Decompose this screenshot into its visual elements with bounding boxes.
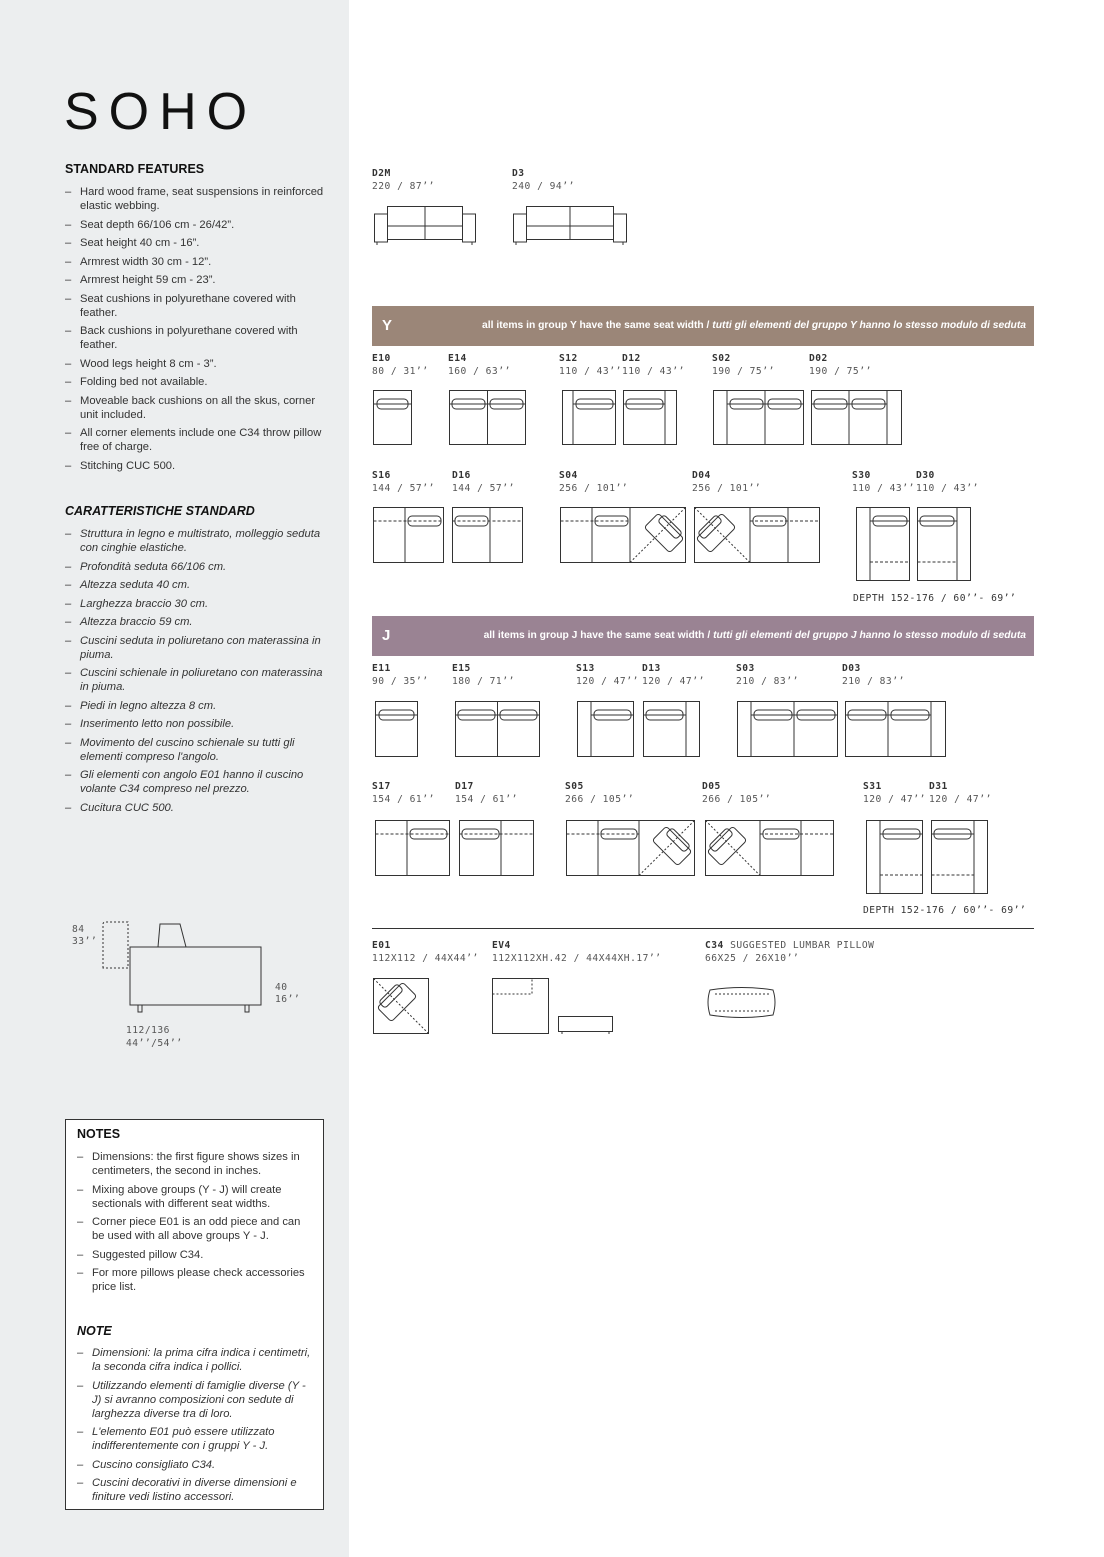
s02-dim: 190 / 75’’ [712, 366, 775, 377]
d12-drawing [623, 390, 679, 447]
d17-drawing [459, 820, 537, 878]
notes-box [65, 1119, 324, 1510]
s12-drawing [562, 390, 618, 447]
s30-drawing [856, 507, 912, 583]
d02-drawing [811, 390, 905, 447]
standard-feature-item: – Seat depth 66/106 cm - 26/42”. [65, 218, 330, 232]
s05-dim: 266 / 105’’ [565, 794, 635, 805]
note-item: – For more pillows please check accessories price list. [77, 1266, 313, 1294]
note-it-heading: NOTE [77, 1324, 112, 1338]
caratteristica-item: – Piedi in legno altezza 8 cm. [65, 699, 330, 713]
profile-height-cm: 84 [72, 924, 85, 935]
d13-dim: 120 / 47’’ [642, 676, 705, 687]
note-item: – Corner piece E01 is an odd piece and can be used with all above groups Y - J. [77, 1215, 313, 1243]
d2m-drawing [374, 206, 478, 246]
d02-code: D02 [809, 353, 828, 364]
profile-depth-cm: 112/136 [126, 1025, 170, 1036]
e15-code: E15 [452, 663, 471, 674]
d05-drawing [705, 820, 837, 878]
e10-dim: 80 / 31’’ [372, 366, 429, 377]
e11-dim: 90 / 35’’ [372, 676, 429, 687]
d13-code: D13 [642, 663, 661, 674]
d16-dim: 144 / 57’’ [452, 483, 515, 494]
s30-dim: 110 / 43’’ [852, 483, 915, 494]
s13-drawing [577, 701, 637, 759]
e01-code: E01 [372, 940, 391, 951]
s03-drawing [737, 701, 841, 759]
standard-feature-item: – Seat cushions in polyurethane covered with feather. [65, 292, 330, 320]
s03-dim: 210 / 83’’ [736, 676, 799, 687]
s31-dim: 120 / 47’’ [863, 794, 926, 805]
side-profile-drawing [100, 920, 270, 1020]
e14-dim: 160 / 63’’ [448, 366, 511, 377]
d30-drawing [917, 507, 973, 583]
s17-code: S17 [372, 781, 391, 792]
s16-drawing [373, 507, 447, 565]
caratteristica-item: – Larghezza braccio 30 cm. [65, 597, 330, 611]
group-y-depth: DEPTH 152-176 / 60’’- 69’’ [853, 593, 1017, 604]
d2m-dim: 220 / 87’’ [372, 181, 435, 192]
e15-dim: 180 / 71’’ [452, 676, 515, 687]
d30-code: D30 [916, 470, 935, 481]
e11-code: E11 [372, 663, 391, 674]
caratteristiche-heading: CARATTERISTICHE STANDARD [65, 504, 255, 518]
d31-code: D31 [929, 781, 948, 792]
standard-feature-item: – All corner elements include one C34 throw pillow free of charge. [65, 426, 330, 454]
s16-code: S16 [372, 470, 391, 481]
c34-drawing [707, 987, 779, 1021]
note-it-list [77, 1346, 313, 1509]
profile-seat-in: 16’’ [275, 994, 301, 1005]
d02-dim: 190 / 75’’ [809, 366, 872, 377]
d12-code: D12 [622, 353, 641, 364]
d04-code: D04 [692, 470, 711, 481]
standard-feature-item: – Folding bed not available. [65, 375, 330, 389]
d17-code: D17 [455, 781, 474, 792]
divider [372, 928, 1034, 929]
c34-dim: 66X25 / 26X10’’ [705, 953, 800, 964]
d3-dim: 240 / 94’’ [512, 181, 575, 192]
d31-dim: 120 / 47’’ [929, 794, 992, 805]
note-item: – Mixing above groups (Y - J) will create sectionals with different seat widths. [77, 1183, 313, 1211]
c34-code: C34 SUGGESTED LUMBAR PILLOW [705, 940, 875, 951]
s03-code: S03 [736, 663, 755, 674]
d2m-code: D2M [372, 168, 391, 179]
d03-dim: 210 / 83’’ [842, 676, 905, 687]
nota-item: – Cuscino consigliato C34. [77, 1458, 313, 1472]
e01-dim: 112X112 / 44X44’’ [372, 953, 479, 964]
s16-dim: 144 / 57’’ [372, 483, 435, 494]
standard-feature-item: – Back cushions in polyurethane covered with feather. [65, 324, 330, 352]
profile-depth-in: 44’’/54’’ [126, 1038, 183, 1049]
s05-drawing [566, 820, 698, 878]
s04-dim: 256 / 101’’ [559, 483, 629, 494]
s17-dim: 154 / 61’’ [372, 794, 435, 805]
s12-dim: 110 / 43’’ [559, 366, 622, 377]
standard-feature-item: – Hard wood frame, seat suspensions in reinforced elastic webbing. [65, 185, 330, 213]
nota-item: – L'elemento E01 può essere utilizzato indifferentemente con i gruppi Y - J. [77, 1425, 313, 1453]
group-y-text-it: tutti gli elementi del gruppo Y hanno lo stesso modulo di seduta [712, 320, 1026, 331]
d13-drawing [643, 701, 703, 759]
s31-drawing [866, 820, 926, 896]
note-item: – Suggested pillow C34. [77, 1248, 313, 1262]
d17-dim: 154 / 61’’ [455, 794, 518, 805]
standard-features-list [65, 185, 330, 477]
standard-features-heading: STANDARD FEATURES [65, 162, 205, 176]
caratteristica-item: – Altezza braccio 59 cm. [65, 615, 330, 629]
e11-drawing [375, 701, 421, 759]
s12-code: S12 [559, 353, 578, 364]
standard-feature-item: – Armrest width 30 cm - 12”. [65, 255, 330, 269]
d04-drawing [694, 507, 822, 565]
group-y-banner [372, 306, 1034, 346]
page-title: SOHO [64, 83, 258, 141]
group-j-depth: DEPTH 152-176 / 60’’- 69’’ [863, 905, 1027, 916]
d05-dim: 266 / 105’’ [702, 794, 772, 805]
s02-drawing [713, 390, 807, 447]
d30-dim: 110 / 43’’ [916, 483, 979, 494]
s04-code: S04 [559, 470, 578, 481]
e01-drawing [373, 978, 433, 1038]
nota-item: – Dimensioni: la prima cifra indica i centimetri, la seconda cifra indica i pollici. [77, 1346, 313, 1374]
e15-drawing [455, 701, 543, 759]
d3-code: D3 [512, 168, 525, 179]
notes-list [77, 1150, 313, 1299]
s13-code: S13 [576, 663, 595, 674]
d05-code: D05 [702, 781, 721, 792]
caratteristica-item: – Cuscini seduta in poliuretano con materassina in piuma. [65, 634, 330, 662]
notes-heading: NOTES [77, 1127, 121, 1141]
group-y-text-en: all items in group Y have the same seat width / [482, 320, 710, 331]
d03-code: D03 [842, 663, 861, 674]
caratteristiche-list [65, 527, 330, 819]
standard-feature-item: – Seat height 40 cm - 16”. [65, 236, 330, 250]
s31-code: S31 [863, 781, 882, 792]
d16-drawing [452, 507, 526, 565]
group-j-text-it: tutti gli elementi del gruppo J hanno lo stesso modulo di seduta [713, 630, 1026, 641]
e10-drawing [373, 390, 415, 447]
ev4-drawing [492, 978, 616, 1038]
caratteristica-item: – Cuscini schienale in poliuretano con materassina in piuma. [65, 666, 330, 694]
profile-seat-cm: 40 [275, 982, 288, 993]
s04-drawing [560, 507, 688, 565]
s30-code: S30 [852, 470, 871, 481]
nota-item: – Cuscini decorativi in diverse dimensioni e finiture vedi listino accessori. [77, 1476, 313, 1504]
d31-drawing [931, 820, 991, 896]
standard-feature-item: – Stitching CUC 500. [65, 459, 330, 473]
e10-code: E10 [372, 353, 391, 364]
e14-drawing [449, 390, 529, 447]
caratteristica-item: – Movimento del cuscino schienale su tutti gli elementi compreso l'angolo. [65, 736, 330, 764]
d3-drawing [513, 206, 629, 246]
caratteristica-item: – Altezza seduta 40 cm. [65, 578, 330, 592]
group-y-letter: Y [382, 317, 393, 334]
d04-dim: 256 / 101’’ [692, 483, 762, 494]
s02-code: S02 [712, 353, 731, 364]
d03-drawing [845, 701, 949, 759]
standard-feature-item: – Wood legs height 8 cm - 3”. [65, 357, 330, 371]
s17-drawing [375, 820, 453, 878]
caratteristica-item: – Inserimento letto non possibile. [65, 717, 330, 731]
group-j-banner [372, 616, 1034, 656]
ev4-dim: 112X112XH.42 / 44X44XH.17’’ [492, 953, 662, 964]
caratteristica-item: – Profondità seduta 66/106 cm. [65, 560, 330, 574]
group-j-letter: J [382, 627, 391, 644]
d12-dim: 110 / 43’’ [622, 366, 685, 377]
ev4-code: EV4 [492, 940, 511, 951]
standard-feature-item: – Moveable back cushions on all the skus, corner unit included. [65, 394, 330, 422]
e14-code: E14 [448, 353, 467, 364]
profile-height-in: 33’’ [72, 936, 98, 947]
s13-dim: 120 / 47’’ [576, 676, 639, 687]
caratteristica-item: – Struttura in legno e multistrato, molleggio seduta con cinghie elastiche. [65, 527, 330, 555]
group-j-text-en: all items in group J have the same seat width / [483, 630, 711, 641]
s05-code: S05 [565, 781, 584, 792]
nota-item: – Utilizzando elementi di famiglie diverse (Y - J) si avranno composizioni con sedute di larghezza diverse tra di loro. [77, 1379, 313, 1421]
caratteristica-item: – Cucitura CUC 500. [65, 801, 330, 815]
note-item: – Dimensions: the first figure shows sizes in centimeters, the second in inches. [77, 1150, 313, 1178]
caratteristica-item: – Gli elementi con angolo E01 hanno il cuscino volante C34 compreso nel prezzo. [65, 768, 330, 796]
standard-feature-item: – Armrest height 59 cm - 23”. [65, 273, 330, 287]
d16-code: D16 [452, 470, 471, 481]
